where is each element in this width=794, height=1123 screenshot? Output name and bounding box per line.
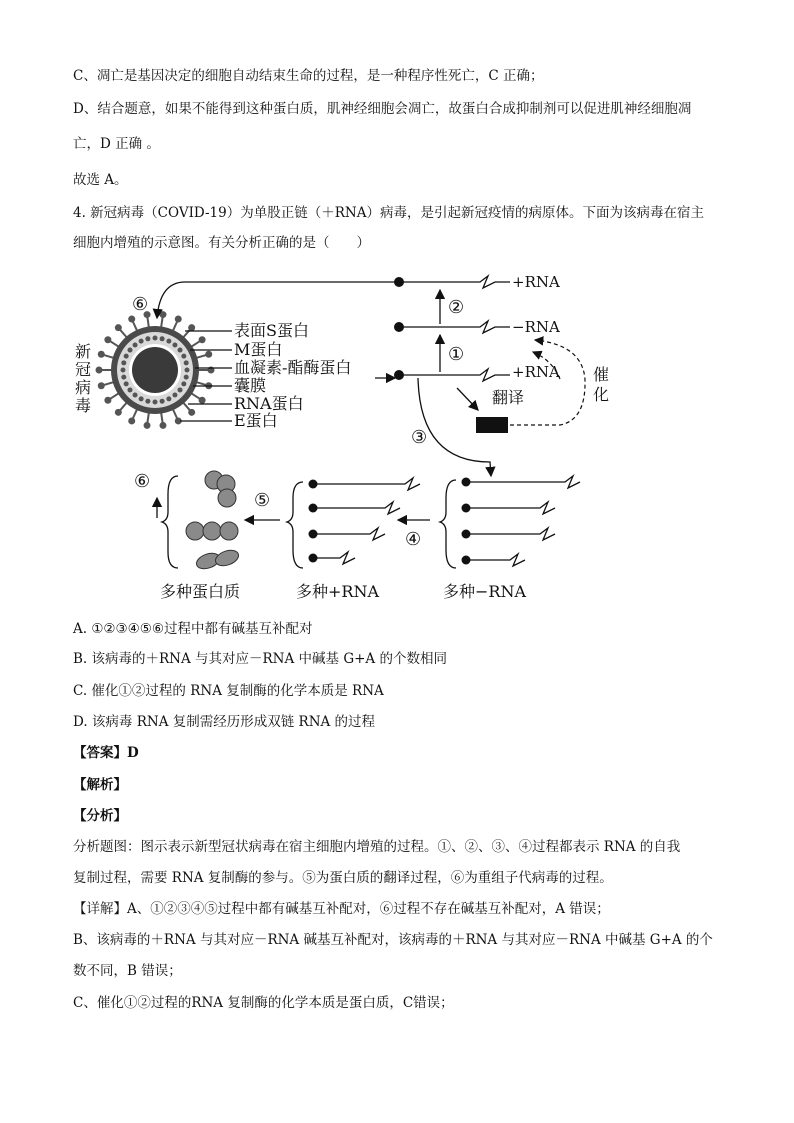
label-plus-rna-top: +RNA	[512, 273, 560, 291]
question-4-line2: 细胞内增殖的示意图。有关分析正确的是（ ）	[73, 235, 370, 251]
question-4-line1: 4. 新冠病毒（COVID-19）为单股正链（＋RNA）病毒，是引起新冠疫情的病原体。下面为该病毒在宿主	[73, 205, 704, 221]
option-b: B. 该病毒的＋RNA 与其对应－RNA 中碱基 G+A 的个数相同	[73, 651, 447, 667]
step-3-label: ③	[411, 427, 428, 448]
detail-line3: 数不同，B 错误；	[73, 963, 182, 979]
answer-label: 【答案】D	[73, 745, 139, 761]
option-a: A. ①②③④⑤⑥过程中都有碱基互补配对	[73, 621, 313, 637]
text-line-d: D、结合题意，如果不能得到这种蛋白质，肌神经细胞会凋亡，故蛋白合成抑制剂可以促进肌神经细胞凋	[73, 101, 692, 117]
step-6-bottom-label: ⑥	[134, 471, 151, 492]
virus-label-2: 冠	[75, 360, 92, 379]
step-5-label: ⑤	[254, 490, 271, 511]
label-plus-rna-mid: +RNA	[512, 363, 560, 381]
option-d: D. 该病毒 RNA 复制需经历形成双链 RNA 的过程	[73, 714, 376, 730]
detail-line2: B、该病毒的＋RNA 与其对应－RNA 碱基互补配对，该病毒的＋RNA 与其对应－RNA 中碱基 G+A 的个	[73, 932, 713, 948]
step-2-label: ②	[448, 297, 465, 318]
text-line-choose: 故选 A。	[73, 172, 128, 188]
part-label-he-protein: 血凝素-酯酶蛋白	[234, 358, 352, 377]
part-label-s-protein: 表面S蛋白	[234, 321, 309, 340]
catalyze-label-2: 化	[593, 385, 610, 404]
part-label-e-protein: E蛋白	[234, 411, 278, 430]
virus-label-3: 病	[75, 378, 92, 397]
analysis-line1: 分析题图：图示表示新型冠状病毒在宿主细胞内增殖的过程。①、②、③、④过程都表示 RNA 的自我	[73, 839, 681, 855]
caption-plus-rna: 多种+RNA	[296, 582, 380, 601]
minus-rna-group	[440, 476, 580, 568]
step-4-label: ④	[405, 529, 422, 550]
plus-rna-group	[287, 478, 420, 568]
rna-strand-plus-top	[394, 276, 510, 288]
analysis-line2: 复制过程，需要 RNA 复制酶的参与。⑤为蛋白质的翻译过程，⑥为重组子代病毒的过程。	[73, 870, 613, 886]
catalyze-label-1: 催	[593, 365, 610, 384]
part-label-envelope: 囊膜	[234, 376, 267, 395]
option-c: C. 催化①②过程的 RNA 复制酶的化学本质是 RNA	[73, 683, 384, 699]
step-6-top-label: ⑥	[132, 294, 149, 315]
caption-proteins: 多种蛋白质	[160, 582, 241, 601]
protein-blobs	[186, 471, 241, 572]
rna-strand-minus	[394, 321, 510, 333]
analysis-heading: 【解析】	[73, 777, 127, 793]
virus-icon	[96, 311, 215, 429]
caption-minus-rna: 多种−RNA	[443, 582, 527, 601]
rna-strand-plus-mid	[394, 369, 510, 381]
translate-label: 翻译	[492, 388, 525, 407]
part-label-rna-protein: RNA蛋白	[234, 394, 304, 413]
part-label-m-protein: M蛋白	[234, 340, 283, 359]
text-line-d-cont: 亡，D 正确 。	[73, 136, 160, 152]
replicase-block	[476, 417, 508, 433]
analysis-sub-heading: 【分析】	[73, 808, 127, 824]
virus-label-1: 新	[75, 342, 92, 361]
detail-line1: 【详解】A、①②③④⑤过程中都有碱基互补配对，⑥过程不存在碱基互补配对，A 错误；	[73, 901, 610, 917]
step-1-label: ①	[448, 344, 465, 365]
label-minus-rna: −RNA	[512, 318, 560, 336]
detail-line4: C、催化①②过程的RNA 复制酶的化学本质是蛋白质，C错误；	[73, 995, 454, 1011]
virus-label-4: 毒	[75, 396, 92, 415]
text-line-c: C、凋亡是基因决定的细胞自动结束生命的过程，是一种程序性死亡，C 正确；	[73, 68, 544, 84]
